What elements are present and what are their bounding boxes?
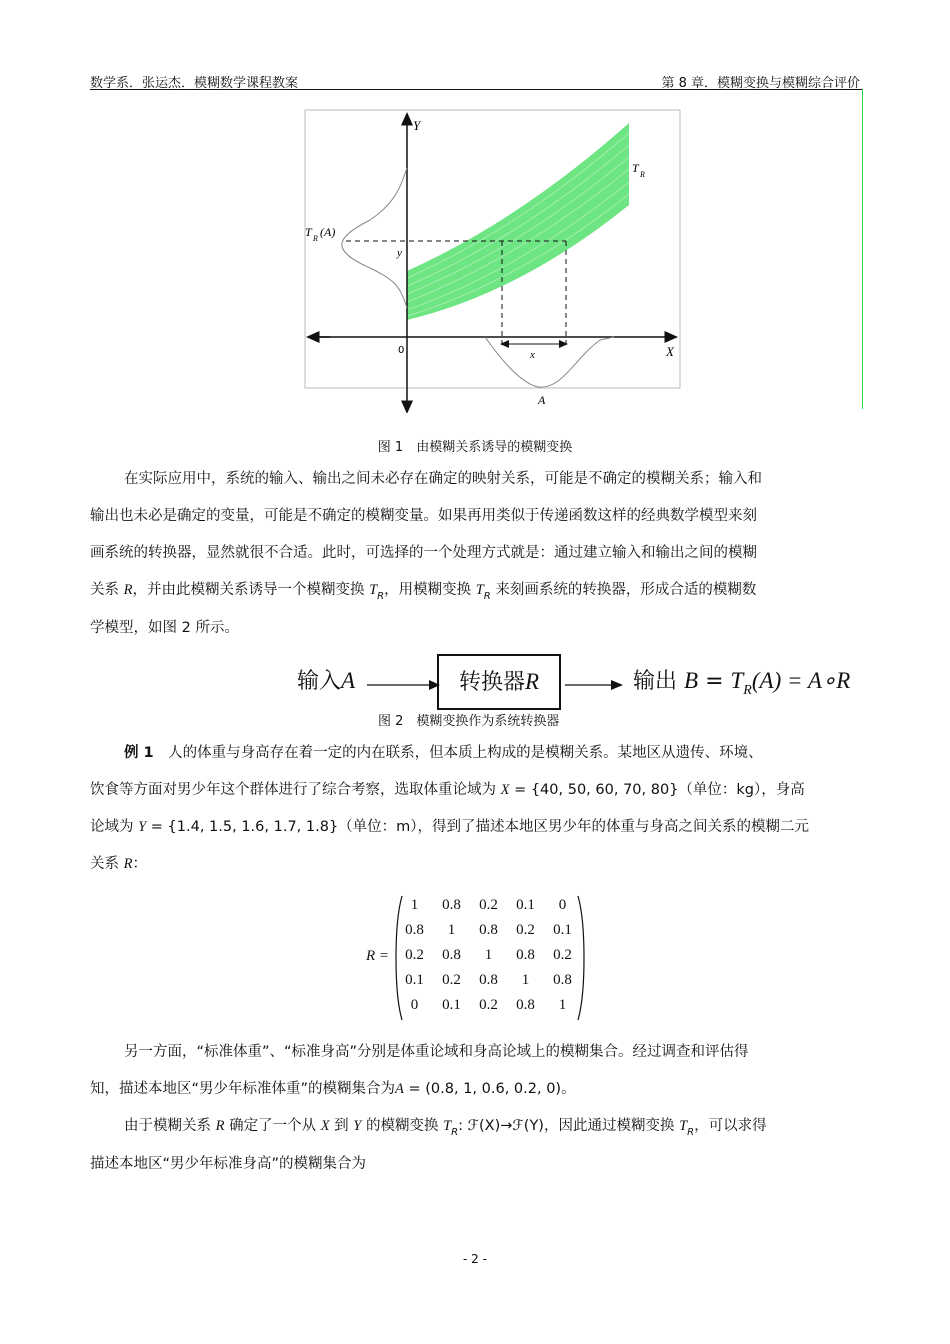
label-y-value: y (397, 247, 402, 259)
example-line3: 论域为 Y = {1.4, 1.5, 1.6, 1.7, 1.8}（单位：m），得到了描述本地区男少年的体重与身高之间关系的模糊二元 (90, 819, 810, 835)
para1-line3: 画系统的转换器，显然就很不合适。此时，可选择的一个处理方式就是：通过建立输入和输出之间的模糊 (90, 545, 757, 561)
para1-line1: 在实际应用中，系统的输入、输出之间未必存在确定的映射关系，可能是不确定的模糊关系；输入和 (124, 471, 762, 487)
matrix-cell: 0.8 (516, 997, 535, 1013)
matrix-cell: 0 (410, 997, 419, 1013)
fig2-input: 输入A (297, 668, 356, 694)
header-left: 数学系．张运杰．模糊数学课程教案 (90, 76, 299, 91)
matrix-cell: 1 (447, 922, 456, 938)
figure-1-caption: 图 1 由模糊关系诱导的模糊变换 (377, 440, 573, 455)
matrix-row (396, 943, 581, 968)
matrix-cell: 0.8 (479, 922, 498, 938)
label-tra: T (305, 225, 312, 239)
matrix-cell: 0.2 (442, 972, 461, 988)
example-line4: 关系 R： (90, 856, 147, 872)
label-x-value: x (530, 349, 535, 361)
fig2-arrow-in (365, 670, 445, 700)
example-line1: 例 1 人的体重与身高存在着一定的内在联系，但本质上构成的是模糊关系。某地区从遗传、环境、 (124, 745, 763, 761)
matrix-cell: 0.8 (516, 947, 535, 963)
matrix-cell: 0.2 (479, 897, 498, 913)
margin-line (862, 89, 863, 409)
matrix-cell: 1 (484, 947, 493, 963)
header-rule (90, 89, 862, 90)
matrix-row (396, 993, 581, 1018)
matrix-row (396, 968, 581, 993)
matrix-cell: 0 (558, 897, 567, 913)
para1-line5: 学模型，如图 2 所示。 (90, 620, 239, 636)
matrix-cell: 0.8 (479, 972, 498, 988)
para2-line2: 知，描述本地区“男少年标准体重”的模糊集合为A = (0.8, 1, 0.6, 0.2, 0)。 (90, 1081, 576, 1097)
matrix-row (396, 893, 581, 918)
label-origin: 0 (398, 345, 405, 356)
matrix-lhs: R = (366, 948, 390, 964)
label-tr-sub: R (640, 170, 645, 179)
matrix-cell: 1 (558, 997, 567, 1013)
para3-line1: 由于模糊关系 R 确定了一个从 X 到 Y 的模糊变换 $T_R$: ℱ(X)→ℱ(Y)，因此通过模糊变换 $T_R$，可以求得 (124, 1118, 767, 1138)
matrix-cell: 0.2 (553, 947, 572, 963)
fig2-arrow-out (563, 670, 628, 700)
para1-line2: 输出也未必是确定的变量，可能是不确定的模糊变量。如果再用类似于传递函数这样的经典数学模型来刻 (90, 508, 757, 524)
paragraph-2 (90, 1034, 862, 1108)
para3-line2: 描述本地区“男少年标准身高”的模糊集合为 (90, 1156, 367, 1172)
matrix-cell: 0.8 (442, 947, 461, 963)
label-tra-sub: R (313, 234, 318, 243)
matrix-cell: 1 (410, 897, 419, 913)
matrix-cell: 0.1 (405, 972, 424, 988)
paragraph-1 (90, 461, 862, 647)
matrix-cell: 0.1 (442, 997, 461, 1013)
paragraph-3 (90, 1108, 862, 1183)
label-y-axis: Y (413, 118, 421, 133)
matrix-cell: 0.2 (516, 922, 535, 938)
matrix-cell: 0.2 (405, 947, 424, 963)
matrix-cell: 0.8 (553, 972, 572, 988)
example-1 (90, 735, 862, 883)
matrix-cell: 0.1 (553, 922, 572, 938)
para1-line4: 关系 R，并由此模糊关系诱导一个模糊变换 $T_R$，用模糊变换 $T_R$ 来刻画系统的转换器，形成合适的模糊数 (90, 582, 757, 602)
label-a: A (538, 393, 546, 407)
para2-line1: 另一方面，“标准体重”、“标准身高”分别是体重论域和身高论域上的模糊集合。经过调查和评估得 (124, 1044, 749, 1060)
label-x-axis: X (666, 344, 674, 359)
figure-2-caption: 图 2 模糊变换作为系统转换器 (378, 714, 560, 729)
matrix-row (396, 918, 581, 943)
figure-1 (300, 108, 690, 413)
output-membership-curve (342, 168, 407, 308)
matrix-cell: 0.8 (405, 922, 424, 938)
label-tr: T (632, 161, 639, 175)
header-right: 第 8 章．模糊变换与模糊综合评价 (661, 76, 860, 91)
fig2-output: 输出 $B = T_R(A)$ = A∘R (633, 668, 851, 698)
matrix-cell: 0.2 (479, 997, 498, 1013)
page-number: - 2 - (463, 1252, 487, 1266)
converter-box: 转换器R (437, 654, 561, 710)
input-membership-curve (485, 337, 614, 387)
relation-matrix (396, 893, 581, 1018)
matrix-cell: 0.1 (516, 897, 535, 913)
label-tra-arg: (A) (320, 225, 336, 239)
matrix-cell: 0.8 (442, 897, 461, 913)
example-line2: 饮食等方面对男少年这个群体进行了综合考察，选取体重论域为 X = {40, 50, 60, 70, 80}（单位：kg），身高 (90, 782, 805, 798)
matrix-cell: 1 (521, 972, 530, 988)
fuzzy-relation-band (407, 123, 629, 320)
